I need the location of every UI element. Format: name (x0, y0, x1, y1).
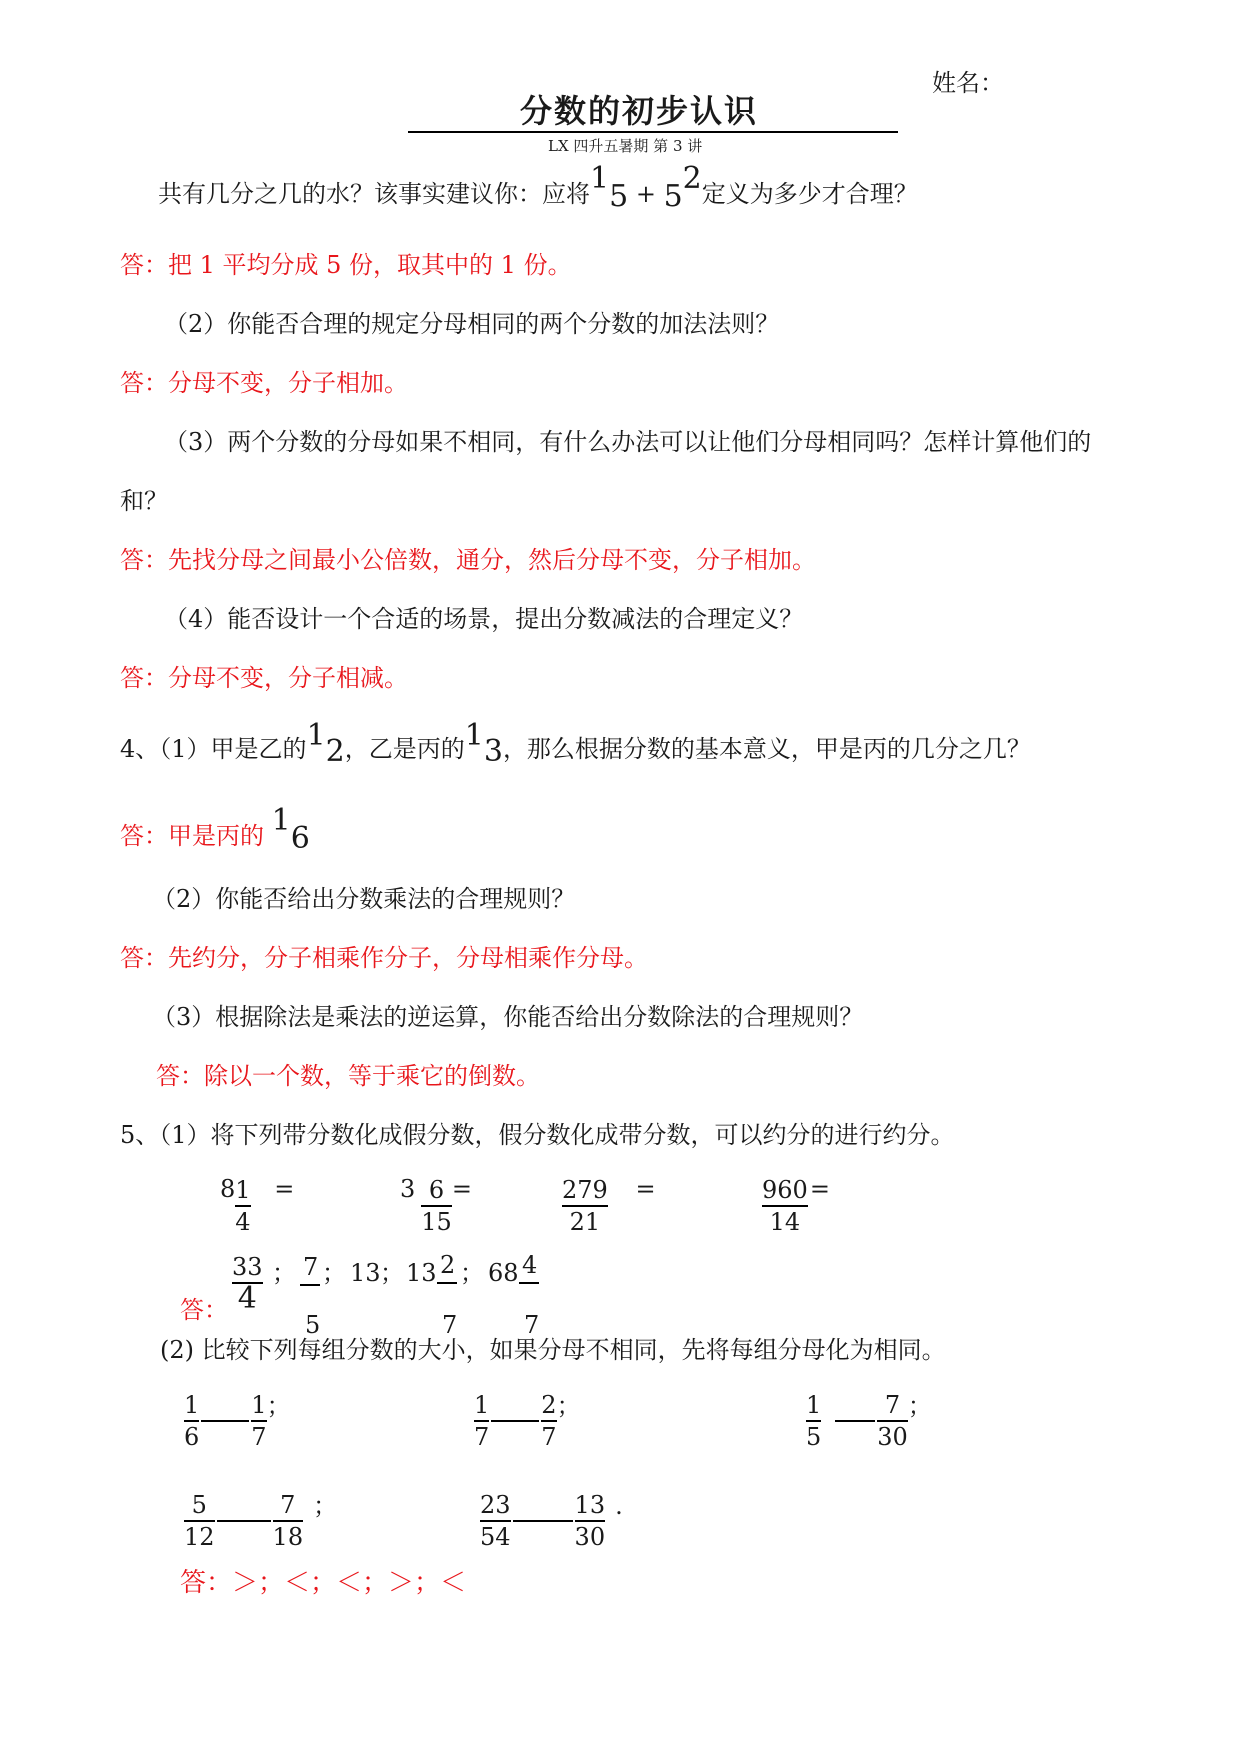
compare-pair (474, 1390, 581, 1452)
question-text: 共有几分之几的水？该事实建议你：应将 (158, 180, 590, 208)
fraction-denominator: 7 (442, 1311, 458, 1339)
answer-separator: ； (380, 1259, 404, 1287)
compare-pair (480, 1490, 623, 1552)
compare-pair (806, 1390, 932, 1452)
fraction-bar (300, 1284, 320, 1286)
pair-separator: ； (266, 1392, 291, 1420)
pair-separator: ； (556, 1392, 581, 1420)
fraction-denominator: 6 (290, 821, 310, 856)
question-line-2: （2）你能否合理的规定分母相同的两个分数的加法法则？ (164, 310, 780, 338)
question-text: （1）甲是乙的 (159, 735, 307, 763)
fraction-numerator: 13 (574, 1491, 606, 1519)
whole-part: 68 (488, 1259, 519, 1287)
fraction-denominator: 2 (325, 734, 345, 769)
fraction-numerator: 960 (762, 1176, 808, 1204)
student-name-label: 姓名： (932, 69, 1004, 97)
convert-item (400, 1175, 472, 1237)
convert-answer-fraction (232, 1252, 263, 1314)
fraction-numerator: 7 (280, 1491, 296, 1519)
whole-part: 13 (350, 1259, 381, 1287)
fraction-numerator: 1 (806, 1391, 822, 1419)
fraction-denominator: 4 (235, 1208, 251, 1236)
pair-separator: ； (313, 1492, 338, 1520)
fraction-numerator: 1 (235, 1176, 251, 1204)
problem-4-question-3: （3）根据除法是乘法的逆运算，你能否给出分数除法的合理规则？ (152, 1003, 864, 1031)
fraction-denominator: 6 (184, 1423, 200, 1451)
fraction-denominator: 5 (305, 1311, 321, 1339)
equals-sign: = (451, 1175, 472, 1203)
problem-4-answer-1 (120, 803, 310, 856)
fraction-numerator: 1 (251, 1391, 267, 1419)
answer-line-1: 答：把 1 平均分成 5 份，取其中的 1 份。 (120, 251, 572, 279)
question-text: ，乙是丙的 (344, 735, 465, 763)
fraction-numerator: 1 (271, 803, 291, 838)
convert-item (220, 1175, 294, 1237)
page-title: 分数的初步认识 (520, 92, 759, 130)
fraction-denominator: 3 (483, 734, 503, 769)
fraction-denominator: 21 (569, 1208, 601, 1236)
question-line-4: （4）能否设计一个合适的场景，提出分数减法的合理定义？ (164, 605, 804, 633)
fraction-numerator: 1 (474, 1391, 490, 1419)
fraction-denominator: 7 (474, 1423, 490, 1451)
question-text: ，那么根据分数的基本意义，甲是丙的几分之几？ (502, 735, 1031, 763)
fraction-denominator: 12 (184, 1523, 215, 1551)
fraction-denominator: 5 (609, 179, 629, 214)
equals-sign: = (274, 1175, 295, 1203)
fraction-denominator: 30 (877, 1423, 908, 1451)
fraction-numerator: 2 (682, 161, 702, 196)
fraction-denominator: 15 (421, 1208, 452, 1236)
problem-4-answer-2: 答：先约分，分子相乘作分子，分母相乘作分母。 (120, 944, 648, 972)
answer-blank[interactable] (201, 1420, 249, 1422)
answer-line-3: 答：先找分母之间最小公倍数，通分，然后分母不变，分子相加。 (120, 546, 816, 574)
fraction-numerator: 279 (562, 1176, 608, 1204)
problem-4-answer-3: 答：除以一个数，等于乘它的倒数。 (156, 1062, 540, 1090)
fraction-numerator: 6 (428, 1176, 445, 1204)
fraction-numerator: 7 (884, 1391, 901, 1419)
answer-separator: ； (272, 1259, 296, 1287)
fraction-denominator: 5 (806, 1423, 822, 1451)
fraction-denominator: 7 (541, 1423, 557, 1451)
pair-separator: ； (907, 1392, 932, 1420)
page-subtitle: LX 四升五暑期 第 3 讲 (548, 137, 703, 155)
fraction-numerator: 1 (590, 161, 610, 196)
fraction-numerator: 23 (480, 1491, 511, 1519)
fraction-bar (519, 1282, 539, 1284)
fraction-denominator: 54 (480, 1523, 511, 1551)
fraction-denominator: 18 (272, 1523, 304, 1551)
fraction-denominator: 30 (574, 1523, 606, 1551)
fraction-numerator: 4 (522, 1251, 538, 1279)
answer-blank[interactable] (491, 1420, 539, 1422)
answer-blank[interactable] (835, 1420, 875, 1422)
problem-4-question-2: （2）你能否给出分数乘法的合理规则？ (152, 885, 576, 913)
fraction-denominator: 5 (663, 179, 683, 214)
convert-item (762, 1175, 830, 1237)
compare-pair (184, 1490, 337, 1552)
fraction-denominator: 4 (237, 1281, 257, 1316)
whole-part: 13 (406, 1259, 437, 1287)
whole-part: 3 (400, 1175, 416, 1203)
problem-5-question-2: (2) 比较下列每组分数的大小，如果分母不相同，先将每组分母化为相同。 (160, 1336, 946, 1364)
problem-4-question-1 (120, 718, 1031, 769)
fraction-denominator: 7 (524, 1311, 540, 1339)
fraction-numerator: 5 (191, 1491, 207, 1519)
problem-number: 4、 (120, 735, 160, 763)
answer-blank[interactable] (217, 1520, 271, 1522)
question-text: 定义为多少才合理？ (701, 180, 918, 208)
answer-blank[interactable] (513, 1520, 573, 1522)
compare-pair (184, 1390, 291, 1452)
fraction-denominator: 7 (251, 1423, 267, 1451)
fraction-numerator: 1 (464, 718, 484, 753)
answer-text: 答：甲是丙的 (120, 822, 264, 850)
fraction-numerator: 2 (440, 1251, 456, 1279)
question-line-1 (158, 161, 918, 214)
problem-5-question-1: 5、（1）将下列带分数化成假分数，假分数化成带分数，可以约分的进行约分。 (120, 1121, 955, 1149)
convert-item (562, 1175, 656, 1237)
answer-line-4: 答：分母不变，分子相减。 (120, 664, 408, 692)
answer-separator: ； (322, 1259, 346, 1287)
title-underline (408, 131, 898, 133)
answer-separator: ； (460, 1259, 484, 1287)
fraction-numerator: 1 (184, 1391, 200, 1419)
question-line-3: （3）两个分数的分母如果不相同，有什么办法可以让他们分母相同吗？怎样计算他们的 (164, 428, 1092, 456)
fraction-numerator: 7 (303, 1253, 319, 1281)
fraction-numerator: 33 (232, 1253, 263, 1281)
fraction-denominator: 14 (769, 1208, 801, 1236)
plus-sign: + (635, 180, 656, 208)
convert-answer-label: 答： (180, 1296, 228, 1324)
equals-sign: = (809, 1175, 830, 1203)
whole-part: 8 (220, 1175, 236, 1203)
question-line-3-cont: 和？ (120, 487, 168, 515)
fraction-numerator: 2 (541, 1391, 557, 1419)
problem-5-answer-2: 答：＞；＜；＜；＞；＜ (180, 1568, 467, 1598)
fraction-bar (437, 1282, 457, 1284)
pair-separator: . (615, 1492, 623, 1520)
equals-sign: = (635, 1175, 656, 1203)
fraction-numerator: 1 (306, 718, 326, 753)
answer-line-2: 答：分母不变，分子相加。 (120, 369, 408, 397)
